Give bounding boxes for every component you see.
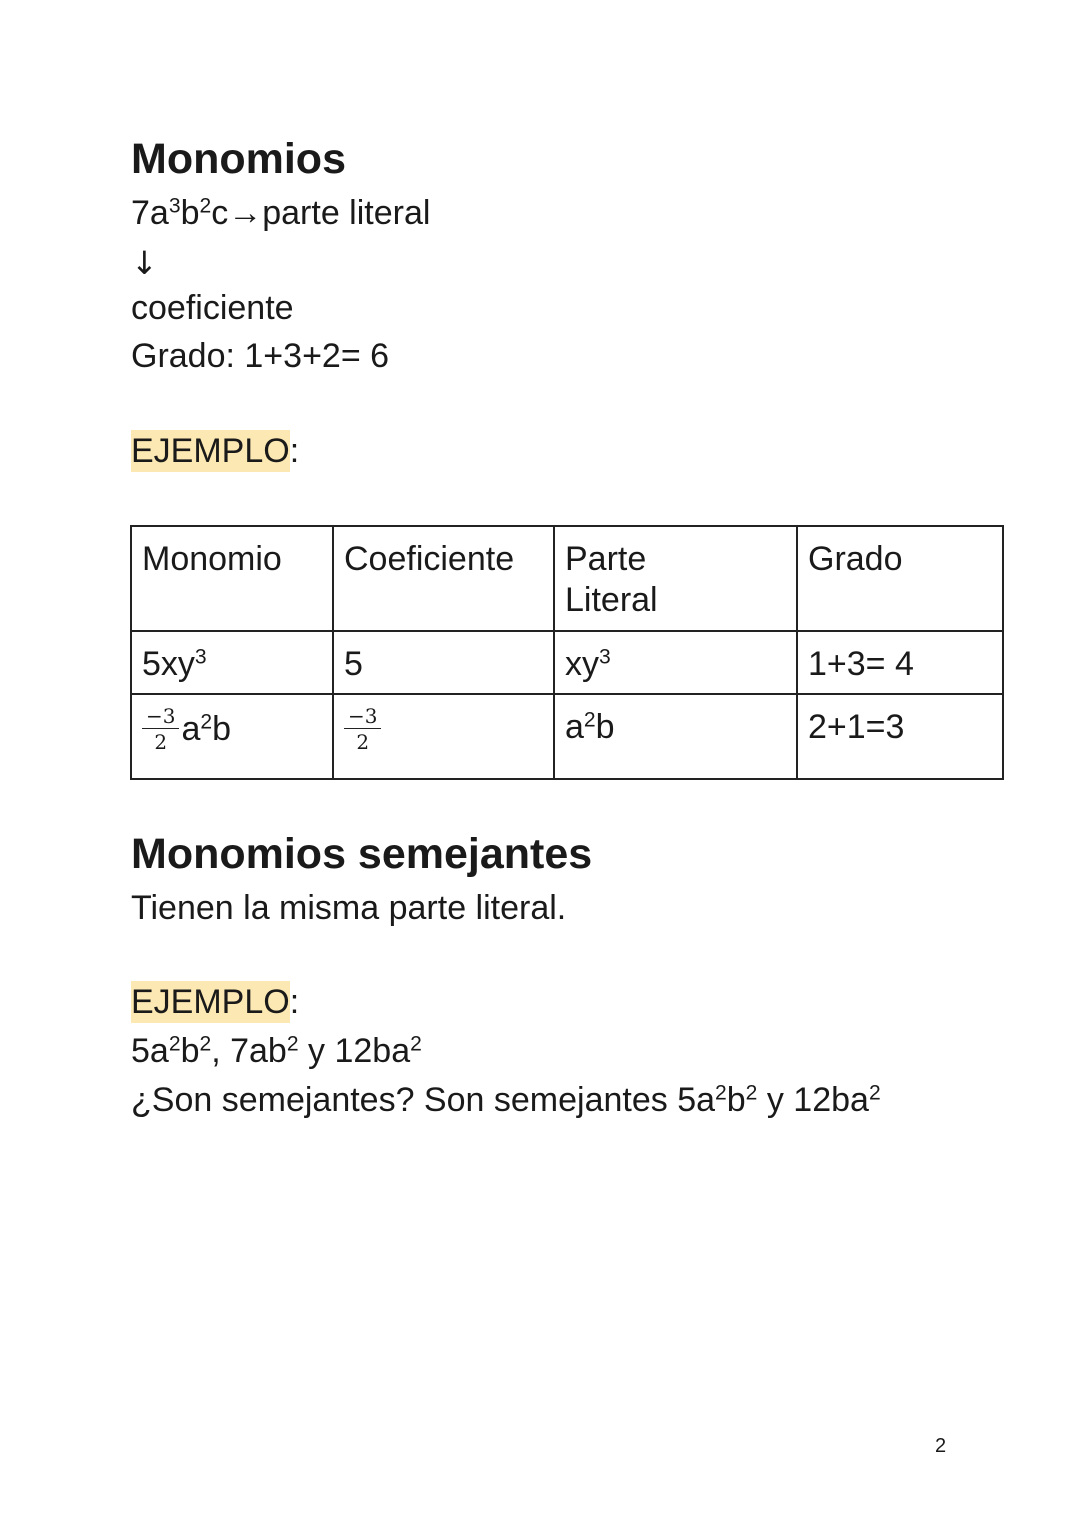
monomials-table bbox=[130, 525, 1004, 780]
example-heading-1: EJEMPLO: bbox=[131, 432, 300, 470]
cell-coeficiente: 5 bbox=[333, 631, 554, 694]
coefficient-label: coeficiente bbox=[131, 289, 294, 327]
section-title-similar: Monomios semejantes bbox=[131, 830, 593, 878]
cell-grado: 1+3= 4 bbox=[797, 631, 1003, 694]
literal-part-label: parte literal bbox=[262, 194, 431, 232]
degree-line: Grado: 1+3+2= 6 bbox=[131, 337, 390, 375]
example-monomials-list: $5a^2b^2$, $7ab^2$ y $12ba^2$ bbox=[131, 1032, 422, 1070]
cell-parte-literal: $a^2b$ bbox=[554, 694, 797, 779]
cell-monomio: $\frac{-3}{2}$ $a^2b$ bbox=[131, 694, 333, 779]
header-grado: Grado bbox=[797, 526, 1003, 631]
cell-monomio: $5xy^3$ bbox=[131, 631, 333, 694]
fraction: $\frac{-3}{2}$ bbox=[344, 705, 381, 753]
header-coeficiente: Coeficiente bbox=[333, 526, 554, 631]
down-arrow-icon: ↓ bbox=[131, 244, 158, 282]
monomial-example-expression: $7a^3b^2c\to parte$ literal bbox=[131, 194, 431, 232]
similar-definition: Tienen la misma parte literal. bbox=[131, 889, 567, 927]
cell-grado: 2+1=3 bbox=[797, 694, 1003, 779]
header-parte-literal: Parte Literal bbox=[554, 526, 797, 631]
example-highlight: EJEMPLO bbox=[131, 983, 290, 1021]
table-header-row bbox=[131, 526, 1003, 631]
cell-parte-literal: $xy^3$ bbox=[554, 631, 797, 694]
table-row bbox=[131, 631, 1003, 694]
page-title: Monomios bbox=[131, 135, 346, 183]
table-row bbox=[131, 694, 1003, 779]
example-heading-2: EJEMPLO: bbox=[131, 983, 300, 1021]
right-arrow-icon: → bbox=[228, 194, 263, 232]
header-monomio: Monomio bbox=[131, 526, 333, 631]
fraction: $\frac{-3}{2}$ bbox=[142, 705, 179, 753]
page-number: 2 bbox=[935, 1435, 947, 1457]
cell-coeficiente bbox=[333, 694, 554, 779]
example-question: ¿Son semejantes? Son semejantes $5a^2b^2$ y $12ba^2$ bbox=[131, 1081, 881, 1119]
example-highlight: EJEMPLO bbox=[131, 432, 290, 470]
